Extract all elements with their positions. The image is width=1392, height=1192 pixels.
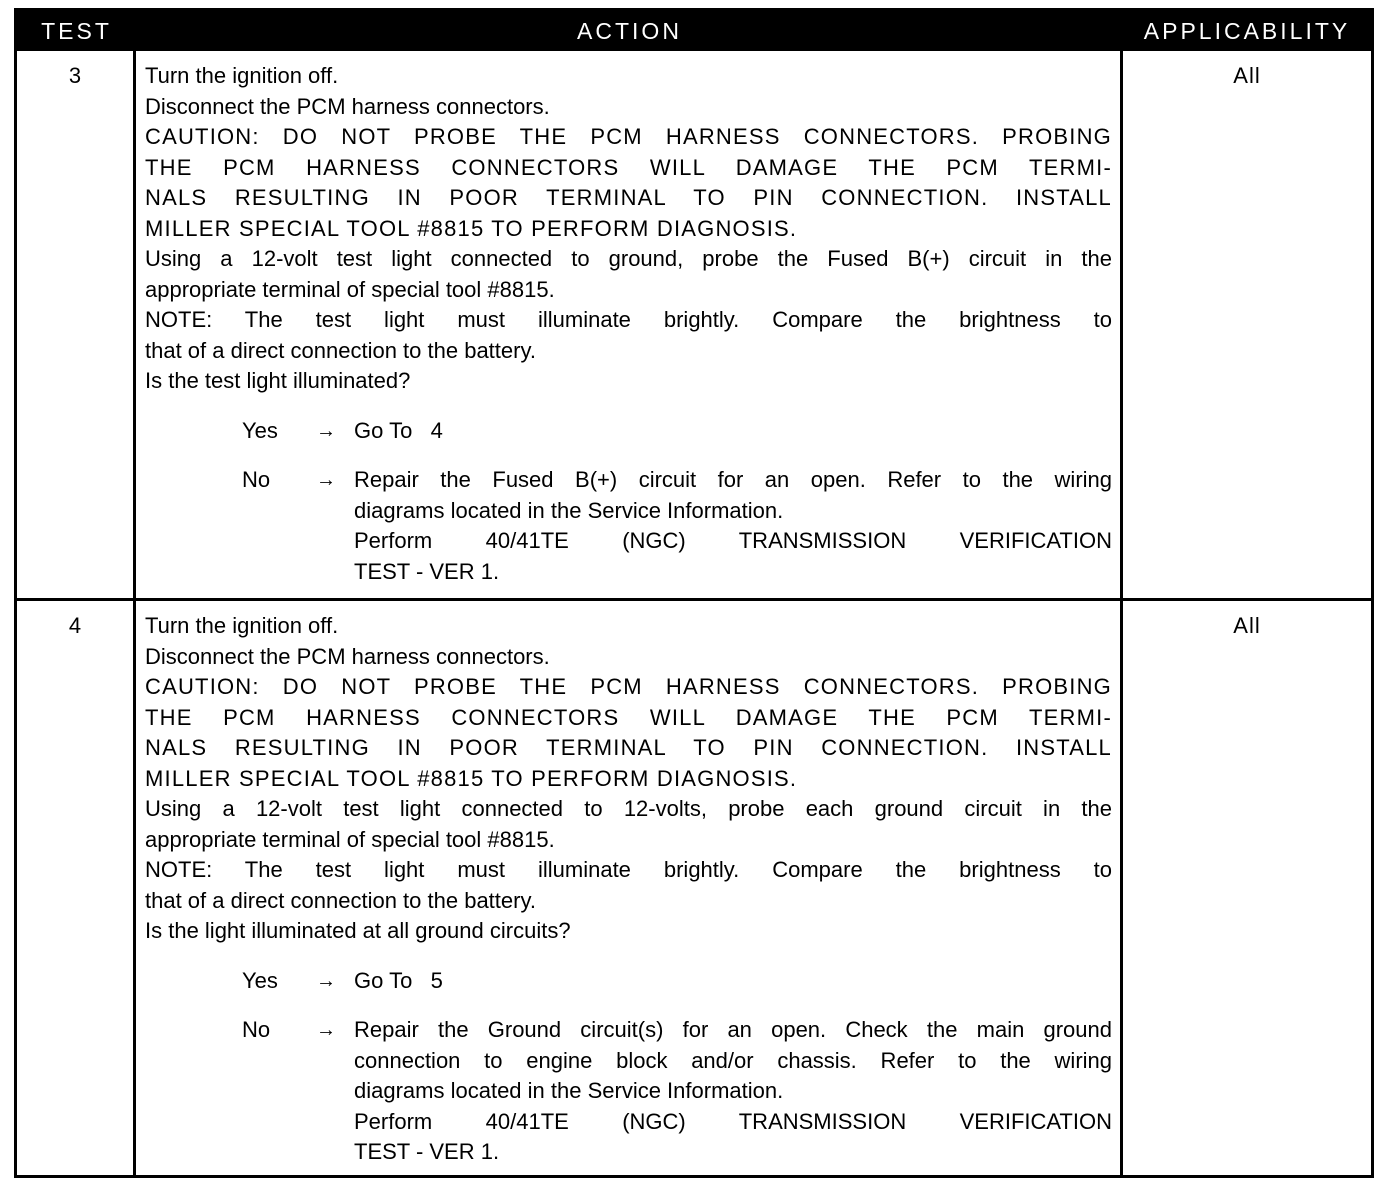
answer-yes bbox=[145, 416, 1112, 447]
no-result bbox=[354, 465, 1112, 587]
action-line: Disconnect the PCM harness connectors. bbox=[145, 93, 550, 119]
action-line: Disconnect the PCM harness connectors. bbox=[145, 643, 550, 669]
note-line: that of a direct connection to the battery. bbox=[145, 337, 536, 363]
table-row-test-4 bbox=[17, 601, 1371, 1175]
action-line: Using a 12-volt test light connected to ground, probe the Fused B(+) circuit in the bbox=[145, 246, 1112, 271]
no-result-line: Repair the Fused B(+) circuit for an open. Refer to the wiring bbox=[354, 467, 1112, 492]
caution-line: MILLER SPECIAL TOOL #8815 TO PERFORM DIAGNOSIS. bbox=[145, 215, 798, 241]
right-arrow-icon: → bbox=[316, 969, 336, 992]
caution-line: MILLER SPECIAL TOOL #8815 TO PERFORM DIAGNOSIS. bbox=[145, 765, 798, 791]
note-line: NOTE: The test light must illuminate brightly. Compare the brightness to bbox=[145, 857, 1112, 882]
test-number: 4 bbox=[17, 601, 136, 1175]
test-number: 3 bbox=[17, 51, 136, 598]
no-result-line: Perform 40/41TE (NGC) TRANSMISSION VERIFICATION bbox=[354, 528, 1112, 553]
no-result-line: TEST - VER 1. bbox=[354, 558, 500, 584]
right-arrow-icon: → bbox=[316, 1019, 336, 1041]
yes-result-text: Go To 4 bbox=[354, 417, 443, 443]
caution-line: NALS RESULTING IN POOR TERMINAL TO PIN CONNECTION. INSTALL bbox=[145, 185, 1112, 210]
no-result bbox=[354, 1015, 1112, 1168]
diagnostic-test-table bbox=[14, 8, 1374, 1178]
yes-result bbox=[354, 966, 1112, 997]
no-label: No bbox=[242, 467, 271, 492]
yes-label: Yes bbox=[242, 417, 278, 443]
caution-line: CAUTION: DO NOT PROBE THE PCM HARNESS CONNECTORS. PROBING bbox=[145, 124, 1112, 149]
no-result-line: Perform 40/41TE (NGC) TRANSMISSION VERIFICATION bbox=[354, 1108, 1112, 1134]
no-result-line: diagrams located in the Service Information. bbox=[354, 1078, 784, 1103]
action-line: appropriate terminal of special tool #8815. bbox=[145, 276, 555, 302]
question-line: Is the test light illuminated? bbox=[145, 368, 411, 393]
action-cell bbox=[136, 601, 1123, 1175]
applicability-value: All bbox=[1233, 613, 1261, 638]
action-line: Turn the ignition off. bbox=[145, 613, 339, 638]
yes-result-text: Go To 5 bbox=[354, 967, 443, 993]
no-result-line: diagrams located in the Service Information. bbox=[354, 497, 784, 523]
right-arrow-icon: → bbox=[316, 469, 336, 491]
note-line: NOTE: The test light must illuminate brightly. Compare the brightness to bbox=[145, 307, 1112, 332]
answer-no bbox=[145, 465, 1112, 587]
yes-result bbox=[354, 416, 1112, 447]
answer-yes bbox=[145, 966, 1112, 997]
action-line: Turn the ignition off. bbox=[145, 63, 339, 88]
applicability-value: All bbox=[1233, 63, 1261, 88]
caution-line: THE PCM HARNESS CONNECTORS WILL DAMAGE THE PCM TERMI- bbox=[145, 704, 1112, 730]
no-result-line: Repair the Ground circuit(s) for an open. Check the main ground bbox=[354, 1017, 1112, 1042]
no-result-line: TEST - VER 1. bbox=[354, 1139, 500, 1164]
header-applicability: APPLICABILITY bbox=[1143, 17, 1351, 44]
action-line: appropriate terminal of special tool #8815. bbox=[145, 826, 555, 852]
caution-line: NALS RESULTING IN POOR TERMINAL TO PIN CONNECTION. INSTALL bbox=[145, 735, 1112, 760]
no-label: No bbox=[242, 1017, 271, 1042]
answer-no bbox=[145, 1015, 1112, 1168]
table-row-test-3 bbox=[17, 51, 1371, 601]
action-line: Using a 12-volt test light connected to 12-volts, probe each ground circuit in the bbox=[145, 796, 1112, 821]
yes-label: Yes bbox=[242, 967, 278, 993]
header-test: TEST bbox=[41, 17, 112, 44]
caution-line: CAUTION: DO NOT PROBE THE PCM HARNESS CONNECTORS. PROBING bbox=[145, 674, 1112, 699]
caution-line: THE PCM HARNESS CONNECTORS WILL DAMAGE THE PCM TERMI- bbox=[145, 154, 1112, 180]
action-cell bbox=[136, 51, 1123, 598]
table-header bbox=[17, 11, 1371, 51]
no-result-line: connection to engine block and/or chassis. Refer to the wiring bbox=[354, 1047, 1112, 1073]
note-line: that of a direct connection to the battery. bbox=[145, 887, 536, 913]
question-line: Is the light illuminated at all ground circuits? bbox=[145, 918, 571, 943]
header-action: ACTION bbox=[577, 17, 682, 44]
right-arrow-icon: → bbox=[316, 419, 336, 442]
